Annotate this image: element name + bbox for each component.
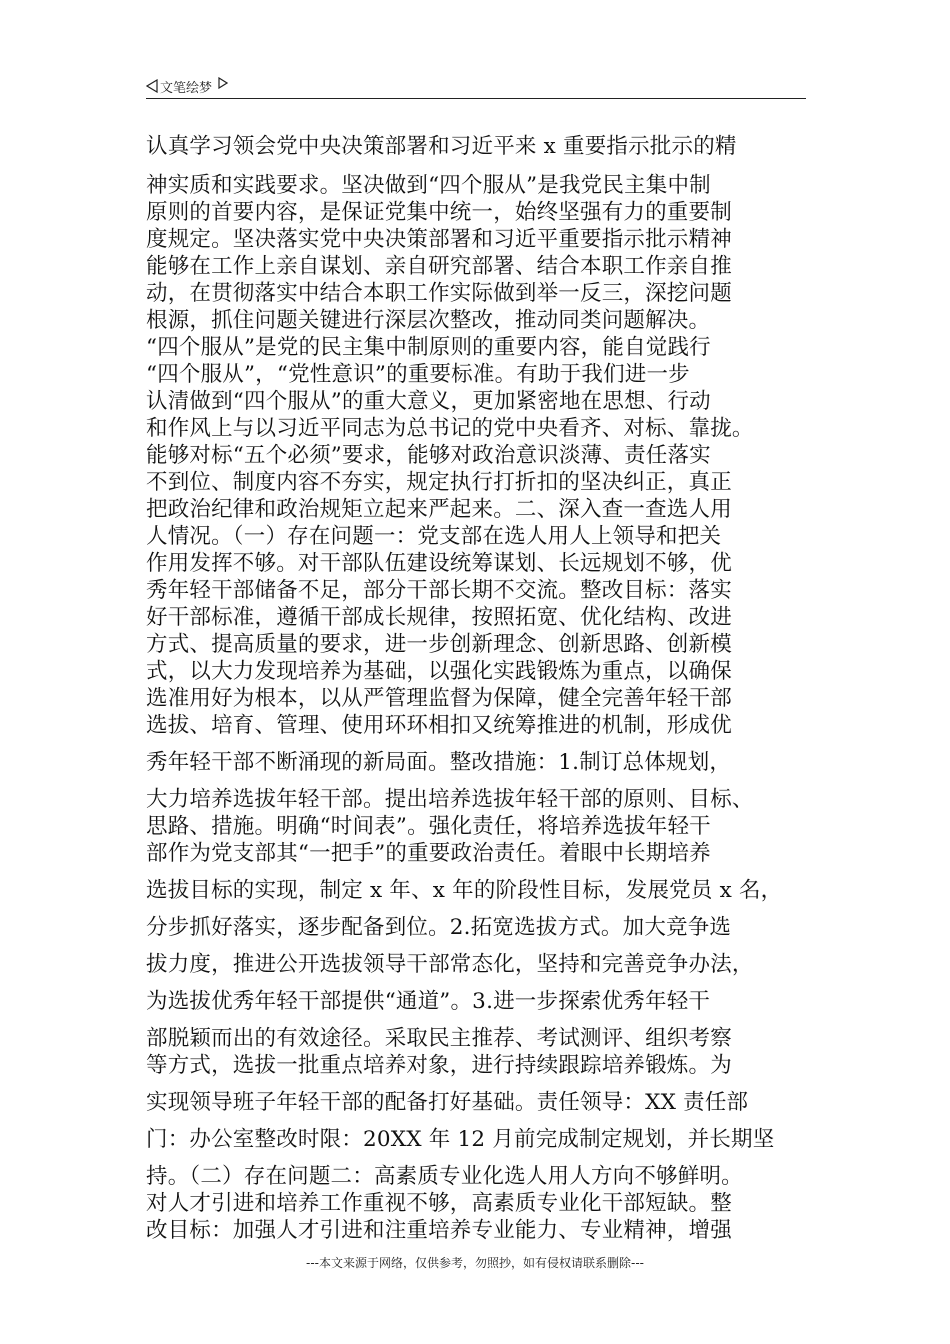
- body-line: 秀年轻干部不断涌现的新局面。整改措施：1.制订总体规划，: [146, 750, 732, 775]
- body-line: 认真学习领会党中央决策部署和习近平来 x 重要指示批示的精: [146, 134, 737, 159]
- body-line: 度规定。坚决落实党中央决策部署和习近平重要指示批示精神: [146, 227, 732, 252]
- body-line: 能够在工作上亲自谋划、亲自研究部署、结合本职工作亲自推: [146, 254, 732, 279]
- body-line: 拔力度，推进公开选拔领导干部常态化，坚持和完善竞争办法，: [146, 952, 754, 977]
- body-line: 能够对标“五个必须”要求，能够对政治意识淡薄、责任落实: [146, 443, 711, 468]
- body-line: 秀年轻干部储备不足，部分干部长期不交流。整改目标：落实: [146, 578, 732, 603]
- triangle-right-icon: [218, 77, 228, 89]
- body-line: 分步抓好落实，逐步配备到位。2.拓宽选拔方式。加大竞争选: [146, 915, 732, 940]
- body-line: 实现领导班子年轻干部的配备打好基础。责任领导：XX 责任部: [146, 1090, 749, 1115]
- body-line: 好干部标准，遵循干部成长规律，按照拓宽、优化结构、改进: [146, 605, 732, 630]
- body-line: 选拔目标的实现，制定 x 年、x 年的阶段性目标，发展党员 x 名，: [146, 878, 783, 903]
- body-line: 人情况。（一）存在问题一：党支部在选人用人上领导和把关: [146, 524, 722, 549]
- body-line: “四个服从”是党的民主集中制原则的重要内容，能自觉践行: [146, 335, 711, 360]
- body-line: 根源，抓住问题关键进行深层次整改，推动同类问题解决。: [146, 308, 711, 333]
- body-line: 对人才引进和培养工作重视不够，高素质专业化干部短缺。整: [146, 1191, 732, 1216]
- document-header: [146, 74, 806, 98]
- body-line: 不到位、制度内容不夯实，规定执行打折扣的坚决纠正，真正: [146, 470, 732, 495]
- body-line: 原则的首要内容，是保证党集中统一，始终坚强有力的重要制: [146, 200, 732, 225]
- body-line: 等方式，选拔一批重点培养对象，进行持续跟踪培养锻炼。为: [146, 1053, 732, 1078]
- body-line: 部脱颖而出的有效途径。采取民主推荐、考试测评、组织考察: [146, 1026, 732, 1051]
- body-line: 方式、提高质量的要求，进一步创新理念、创新思路、创新模: [146, 632, 732, 657]
- body-line: 作用发挥不够。对干部队伍建设统筹谋划、长远规划不够，优: [146, 551, 732, 576]
- body-line: 式，以大力发现培养为基础，以强化实践锻炼为重点，以确保: [146, 659, 732, 684]
- header-title: 文笔绘梦: [160, 80, 213, 96]
- triangle-left-icon: [146, 79, 158, 93]
- header-rule: [146, 98, 806, 99]
- body-line: 把政治纪律和政治规矩立起来严起来。二、深入查一查选人用: [146, 497, 732, 522]
- footer-disclaimer: ---本文来源于网络，仅供参考，勿照抄，如有侵权请联系删除---: [306, 1256, 644, 1270]
- body-line: 部作为党支部其“一把手”的重要政治责任。着眼中长期培养: [146, 841, 711, 866]
- body-line: 认清做到“四个服从”的重大意义，更加紧密地在思想、行动: [146, 389, 711, 414]
- body-line: 动，在贯彻落实中结合本职工作实际做到举一反三，深挖问题: [146, 281, 732, 306]
- body-line: 神实质和实践要求。坚决做到“四个服从”是我党民主集中制: [146, 173, 711, 198]
- body-line: 选拔、培育、管理、使用环环相扣又统筹推进的机制，形成优: [146, 713, 732, 738]
- body-line: 大力培养选拔年轻干部。提出培养选拔年轻干部的原则、目标、: [146, 787, 754, 812]
- body-line: 思路、措施。明确“时间表”。强化责任，将培养选拔年轻干: [146, 814, 711, 839]
- body-line: 改目标：加强人才引进和注重培养专业能力、专业精神，增强: [146, 1218, 732, 1243]
- body-line: 为选拔优秀年轻干部提供“通道”。3.进一步探索优秀年轻干: [146, 989, 711, 1014]
- body-line: 选准用好为根本，以从严管理监督为保障，健全完善年轻干部: [146, 686, 732, 711]
- body-line: “四个服从”，“党性意识”的重要标准。有助于我们进一步: [146, 362, 690, 387]
- body-line: 和作风上与以习近平同志为总书记的党中央看齐、对标、靠拢。: [146, 416, 754, 441]
- body-line: 持。（二）存在问题二：高素质专业化选人用人方向不够鲜明。: [146, 1164, 743, 1189]
- body-line: 门：办公室整改时限：20XX 年 12 月前完成制定规划，并长期坚: [146, 1127, 775, 1152]
